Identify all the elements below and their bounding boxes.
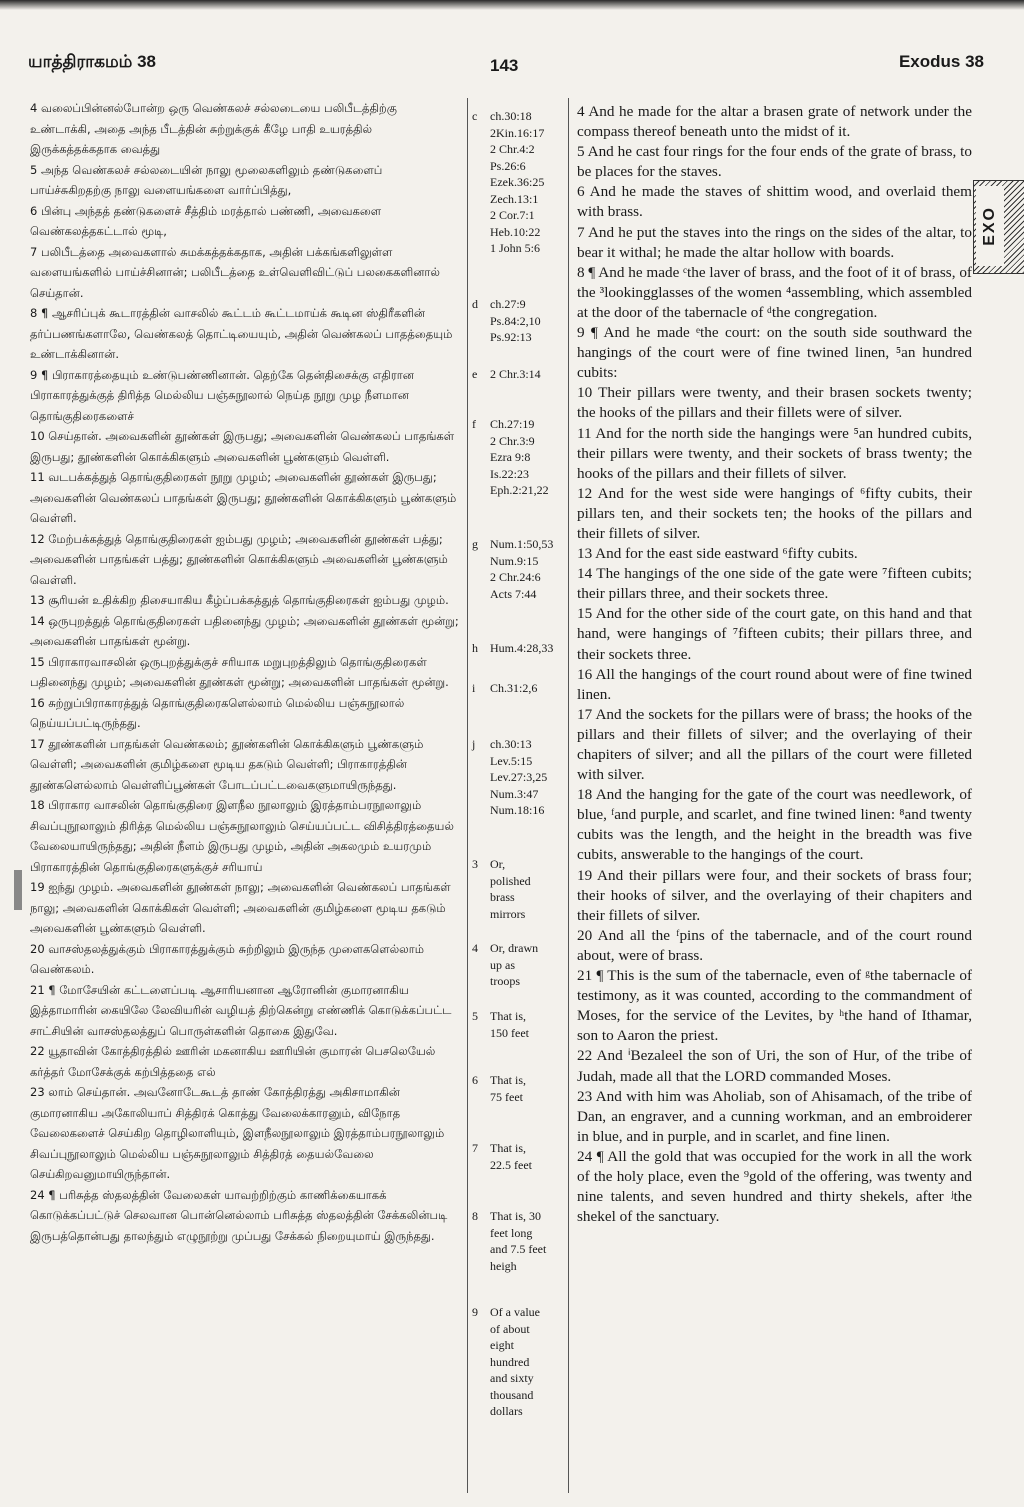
cross-reference-line: up as [490, 957, 515, 972]
tamil-verse: 23 லாம் செய்தான். அவனோடேகூடத் தாண் கோத்திரத்து அகிசாமாகின் குமாரனாகிய அகோலியாப் சித்திரக் கொத்து வேலைக்காரனும், விநோத வேலைகளைச் செய்கிற தொழிலாளியும், இளநீலநூலாலும் இரத்தாம்பரநூலாலும் சிவப்புநூலாலும் மெல்லிய பஞ்சுநூலாலும் சித்திரத் தையல்வேலை செய்கிறவனுமாயிருந்தான். [30, 1085, 445, 1181]
cross-reference-marker: j [472, 737, 476, 751]
english-verse: 10 Their pillars were twenty, and their brasen sockets twenty; the hooks of the pillars and their fillets were of silver. [577, 384, 972, 422]
english-verse: 9 ¶ And he made ᵉthe court: on the south side southward the hangings of the court were of fine twined linen, ⁵an hundred cubits: [577, 324, 972, 382]
cross-reference-line: Or, drawn [490, 941, 539, 955]
english-verse: 6 And he made the staves of shittim wood, and overlaid them with brass. [577, 183, 972, 221]
english-verse: 22 And ⁱBezaleel the son of Uri, the son of Hur, of the tribe of Judah, made all that the LORD commanded Moses. [577, 1047, 972, 1085]
tamil-verse: 18 பிராகார வாசலின் தொங்குதிரை இளநீல நூலாலும் இரத்தாம்பரநூலாலும் சிவப்புநூலாலும் திரித்த மெல்லிய பஞ்சுநூலாலும் செய்யப்பட்ட விசித்திரத்தையல் வேலையாயிருந்தது; அதின் நீளம் இருபது முழம், அதின் அகலமும் உயரமும் பிராகாரத்தின் தொங்குதிரைகளுக்குச் சரியாய் [30, 798, 454, 874]
cross-reference-line: 150 feet [490, 1025, 529, 1040]
cross-reference-line: and 7.5 feet [490, 1242, 547, 1256]
cross-reference-line: Num.18:16 [490, 803, 545, 817]
english-verse: 18 And the hanging for the gate of the court was needlework, of blue, ᶠand purple, and scarlet, and fine twined linen: ⁸and twenty cubits was the length, and the height in the breadth was five cubits, answerable to the hangings of the court. [577, 786, 972, 864]
cross-reference-line: ch.30:13 [490, 737, 532, 751]
tamil-text-column [30, 98, 460, 1498]
page-edge [0, 0, 1024, 10]
header-book-tamil: யாத்திராகமம் 38 [28, 52, 156, 71]
cross-reference-marker: f [472, 417, 476, 431]
cross-reference-line: Zech.13:1 [490, 191, 539, 206]
cross-reference-marker: 3 [472, 857, 478, 871]
cross-reference-line: mirrors [490, 906, 526, 921]
cross-reference-group [472, 1008, 564, 1041]
cross-reference-marker: e [472, 367, 478, 381]
english-verse: 23 And with him was Aholiab, son of Ahisamach, of the tribe of Dan, an engraver, and a cunning workman, and an embroiderer in blue, and in purple, and in scarlet, and fine linen. [577, 1087, 972, 1145]
english-verse: 14 The hangings of the one side of the gate were ⁷fifteen cubits; their pillars three, and their sockets three. [577, 565, 972, 603]
cross-reference-line: Ps.26:6 [490, 158, 526, 173]
cross-reference-line: Num.9:15 [490, 553, 539, 568]
cross-reference-marker: 5 [472, 1009, 478, 1023]
cross-reference-line: thousand [490, 1387, 534, 1402]
english-verse: 13 And for the east side eastward ⁶fifty cubits. [577, 545, 858, 563]
cross-reference-line: 2 Chr.24:6 [490, 570, 541, 584]
cross-reference-group [472, 296, 564, 346]
cross-reference-line: Hum.4:28,33 [490, 641, 554, 655]
cross-reference-line: 75 feet [490, 1089, 523, 1104]
tamil-verse: 14 ஒருபுறத்துத் தொங்குதிரைகள் பதினைந்து முழம்; அவைகளின் தூண்கள் மூன்று; அவைகளின் பாதங்கள் மூன்று. [30, 613, 459, 648]
cross-reference-line: ch.27:9 [490, 297, 526, 311]
cross-reference-group [472, 536, 564, 602]
english-verse: 21 ¶ This is the sum of the tabernacle, even of ᵍthe tabernacle of testimony, as it was counted, according to the commandment of Moses, for the service of the Levites, by ʰthe hand of Ithamar, son to Aaron the priest. [577, 967, 972, 1045]
cross-reference-marker: 7 [472, 1141, 478, 1155]
tamil-verse: 24 ¶ பரிசுத்த ஸ்தலத்தின் வேலைகள் யாவற்றிற்கும் காணிக்கையாகக் கொடுக்கப்பட்டுச் செலவான பொன்னெல்லாம் பரிசுத்த ஸ்தலத்தின் சேக்கலின்படி இருபத்தொன்பது தாலந்தும் எழுநூற்று முப்பது சேக்கல் நிறையுமாய் இருந்தது. [30, 1187, 448, 1243]
cross-reference-line: Lev.5:15 [490, 753, 533, 768]
tamil-verse: 7 பலிபீடத்தை அவைகளால் சுமக்கத்தக்கதாக, அதின் பக்கங்களிலுள்ள வளையங்களில் பாய்ச்சினான்; பலிபீடத்தை உள்வெளிவிட்டுப் பலகைகளினால் செய்தான். [30, 244, 440, 300]
tamil-verse: 9 ¶ பிராகாரத்தையும் உண்டுபண்ணினான். தெற்கே தென்திசைக்கு எதிரான பிராகாரத்துக்குத் திரித்த மெல்லிய பஞ்சுநூலால் நெய்த நூறு முழ நீளமான தொங்குதிரைகளைச் [30, 367, 414, 423]
cross-reference-marker: g [472, 537, 478, 551]
cross-reference-line: 2 Cor.7:1 [490, 208, 535, 222]
english-verse: 5 And he cast four rings for the four ends of the grate of brass, to be places for the staves. [577, 143, 972, 181]
cross-reference-line: heigh [490, 1258, 517, 1273]
cross-reference-line: 2Kin.16:17 [490, 125, 545, 140]
cross-reference-line: Ezek.36:25 [490, 175, 545, 189]
english-verse: 12 And for the west side were hangings of ⁶fifty cubits, their pillars ten, and their sockets ten; the hooks of the pillars and their fillets of silver. [577, 484, 972, 542]
tamil-verse: 22 யூதாவின் கோத்திரத்தில் ஊரின் மகனாகிய ஊரியின் குமாரன் பெசலெயேல் கர்த்தர் மோசேக்குக் கற்பித்ததை எல் [30, 1044, 436, 1079]
cross-reference-line: Ch.27:19 [490, 417, 535, 431]
cross-reference-line: brass [490, 890, 515, 904]
cross-reference-line: troops [490, 974, 520, 988]
cross-reference-line: Is.22:23 [490, 466, 529, 481]
cross-reference-group [472, 680, 564, 697]
cross-reference-marker: i [472, 681, 476, 695]
cross-reference-line: Ps.84:2,10 [490, 313, 541, 328]
cross-reference-line: polished [490, 873, 531, 888]
cross-reference-marker: 6 [472, 1073, 478, 1087]
cross-reference-line: Lev.27:3,25 [490, 770, 548, 784]
tamil-verse: 17 தூண்களின் பாதங்கள் வெண்கலம்; தூண்களின் கொக்கிகளும் பூண்களும் வெள்ளி; அவைகளின் குமிழ்களை மூடிய தகடும் வெள்ளி; பிராகாரத்தின் தூண்களெல்லாம் வெள்ளிப்பூண்கள் போடப்பட்டவைகளுமாயிருந்தது. [30, 736, 424, 792]
tamil-verse: 4 வலைப்பின்னல்போன்ற ஒரு வெண்கலச் சல்லடையை பலிபீடத்திற்கு உண்டாக்கி, அதை அந்த பீடத்தின் சுற்றுக்குக் கீழே பாதி உயரத்தில் இருக்கத்தக்கதாக வைத்து [30, 101, 397, 156]
cross-reference-line: Of a value [490, 1305, 540, 1319]
english-verse: 15 And for the other side of the court gate, on this hand and that hand, were hangings of ⁷fifteen cubits; their pillars three, and their sockets three. [577, 605, 972, 663]
tamil-verse: 15 பிராகாரவாசலின் ஒருபுறத்துக்குச் சரியாக மறுபுறத்திலும் தொங்குதிரைகள் பதினைந்து முழம்; அவைகளின் தூண்கள் மூன்று; அவைகளின் பாதங்கள் மூன்று. [30, 654, 449, 689]
cross-reference-marker: 4 [472, 941, 478, 955]
tamil-verse: 19 ஐந்து முழம். அவைகளின் தூண்கள் நாலு; அவைகளின் வெண்கலப் பாதங்கள் நாலு; அவைகளின் கொக்கிகள் வெள்ளி; அவைகளின் குமிழ்களை மூடிய தகடும் அவைகளின் பூண்களும் வெள்ளி. [30, 880, 451, 935]
english-verse: 7 And he put the staves into the rings on the sides of the altar, to bear it withal; he made the altar hollow with boards. [577, 223, 972, 261]
cross-reference-line: Ezra 9:8 [490, 450, 531, 464]
column-divider [467, 98, 468, 1493]
cross-reference-marker: c [472, 109, 478, 123]
english-verse: 19 And their pillars were four, and their sockets of brass four; their hooks of silver, and the overlaying of their chapiters and their fillets of silver. [577, 866, 972, 924]
cross-reference-line: ch.30:18 [490, 109, 532, 123]
tamil-verse: 20 வாசஸ்தலத்துக்கும் பிராகாரத்துக்கும் சுற்றிலும் இருந்த முளைகளெல்லாம் வெண்கலம். [30, 941, 424, 976]
cross-reference-line: 2 Chr.3:9 [490, 433, 535, 448]
header-book-english: Exodus 38 [898, 52, 984, 71]
tamil-verse: 13 சூரியன் உதிக்கிற திசையாகிய கீழ்ப்பக்கத்துத் தொங்குதிரைகள் ஐம்பது முழம். [30, 593, 449, 607]
thumb-index-label: EXO [976, 186, 1004, 266]
cross-reference-marker: d [472, 297, 478, 311]
cross-reference-line: That is, [490, 1141, 526, 1155]
cross-reference-line: 2 Chr.3:14 [490, 367, 541, 381]
cross-reference-line: and sixty [490, 1371, 534, 1385]
cross-reference-marker: 9 [472, 1305, 478, 1319]
english-verse: 17 And the sockets for the pillars were of brass; the hooks of the pillars and their fillets of silver; and the overlaying of their chapiters of silver; and all the pillars of the court were filleted with silver. [577, 705, 972, 784]
margin-mark [14, 870, 22, 910]
cross-reference-line: Num.1:50,53 [490, 537, 554, 551]
cross-reference-marker: 8 [472, 1209, 478, 1223]
cross-reference-line: Eph.2:21,22 [490, 483, 549, 497]
cross-reference-line: eight [490, 1338, 514, 1352]
cross-reference-group [472, 1140, 564, 1173]
cross-reference-line: feet long [490, 1225, 533, 1240]
cross-reference-line: That is, [490, 1009, 526, 1023]
cross-reference-group [472, 1304, 564, 1420]
tamil-verse: 5 அந்த வெண்கலச் சல்லடையின் நாலு மூலைகளிலும் தண்டுகளைப் பாய்ச்சுகிறதற்கு நாலு வளையங்களை வார்ப்பித்து, [30, 162, 383, 197]
cross-reference-group [472, 1072, 564, 1105]
tamil-verse: 8 ¶ ஆசரிப்புக் கூடாரத்தின் வாசலில் கூட்டம் கூட்டமாய்க் கூடின ஸ்திரீகளின் தர்ப்பணங்களாலே, வெண்கலத் தொட்டியையும், அதின் வெண்கலப் பாதத்தையும் உண்டாக்கினான். [30, 306, 453, 361]
english-verse: 20 And all the ᶠpins of the tabernacle, and of the court round about, were of brass. [577, 926, 972, 964]
cross-reference-group [472, 940, 564, 990]
cross-reference-group [472, 640, 564, 657]
tamil-verse: 16 சுற்றுப்பிராகாரத்துத் தொங்குதிரைகளெல்லாம் மெல்லிய பஞ்சுநூலால் நெய்யப்பட்டிருந்தது. [30, 695, 405, 730]
cross-reference-line: Ps.92:13 [490, 330, 532, 344]
cross-reference-line: 22.5 feet [490, 1157, 532, 1172]
cross-reference-group [472, 736, 564, 819]
cross-reference-marker: h [472, 641, 478, 655]
tamil-verse: 6 பின்பு அந்தத் தண்டுகளைச் சீத்திம் மரத்தால் பண்ணி, அவைகளை வெண்கலத்தகட்டால் மூடி, [30, 203, 382, 238]
tamil-verse: 21 ¶ மோசேயின் கட்டளைப்படி ஆசாரியனான ஆரோனின் குமாரனாகிய இத்தாமாரின் கையிலே லேவியரின் வழியத் திற்கென்று எண்ணிக் கொடுக்கப்பட்ட சாட்சியின் வாசஸ்தலத்துப் பொருள்களின் தொகை இதுவே. [30, 982, 452, 1038]
english-verse: 8 ¶ And he made ᶜthe laver of brass, and the foot of it of brass, of the ³lookingglasses of the women ⁴assembling, which assembled at the door of the tabernacle of ᵈthe congregation. [577, 263, 972, 321]
english-text-column [577, 102, 972, 1492]
cross-reference-line: 1 John 5:6 [490, 241, 541, 255]
cross-reference-line: Num.3:47 [490, 786, 539, 801]
cross-reference-line: That is, 30 [490, 1209, 541, 1223]
column-divider [568, 98, 569, 1493]
cross-reference-line: That is, [490, 1073, 526, 1087]
cross-reference-line: Heb.10:22 [490, 224, 541, 239]
cross-reference-group [472, 1208, 564, 1274]
page-number: 143 [490, 56, 519, 75]
cross-reference-group [472, 108, 564, 257]
cross-reference-group [472, 366, 564, 383]
english-verse: 24 ¶ All the gold that was occupied for the work in all the work of the holy place, even the ⁹gold of the offering, was twenty and nine talents, and seven hundred and thirty shekels, after ʲthe shekel of the sanctuary. [577, 1147, 972, 1226]
cross-reference-line: dollars [490, 1404, 523, 1418]
cross-reference-line: Or, [490, 857, 506, 871]
english-verse: 11 And for the north side the hangings were ⁵an hundred cubits, their pillars were twenty, and their sockets of brass twenty; the hooks of the pillars and their fillets of silver. [577, 424, 972, 482]
cross-reference-line: 2 Chr.4:2 [490, 142, 535, 156]
tamil-verse: 10 செய்தான். அவைகளின் தூண்கள் இருபது; அவைகளின் வெண்கலப் பாதங்கள் இருபது; தூண்களின் கொக்கிகளும் அவைகளின் பூண்களும் வெள்ளி. [30, 429, 455, 464]
tamil-verse: 12 மேற்பக்கத்துத் தொங்குதிரைகள் ஐம்பது முழம்; அவைகளின் தூண்கள் பத்து; அவைகளின் பாதங்கள் பத்து; தூண்களின் கொக்கிகளும் அவைகளின் பூண்களும் வெள்ளி. [30, 531, 448, 587]
cross-reference-line: of about [490, 1321, 530, 1336]
cross-reference-line: hundred [490, 1354, 530, 1369]
english-verse: 4 And he made for the altar a brasen grate of network under the compass thereof beneath unto the midst of it. [577, 103, 972, 141]
cross-reference-group [472, 416, 564, 499]
tamil-verse: 11 வடபக்கத்துத் தொங்குதிரைகள் நூறு முழம்; அவைகளின் தூண்கள் இருபது; அவைகளின் வெண்கலப் பாதங்கள் இருபது; தூண்களின் கொக்கிகளும் பூண்களும் வெள்ளி. [30, 470, 457, 525]
cross-reference-line: Ch.31:2,6 [490, 681, 538, 695]
cross-reference-column [472, 108, 564, 1498]
cross-reference-line: Acts 7:44 [490, 586, 537, 601]
cross-reference-group [472, 856, 564, 922]
page-header [28, 52, 984, 82]
english-verse: 16 All the hangings of the court round about were of fine twined linen. [577, 665, 972, 703]
